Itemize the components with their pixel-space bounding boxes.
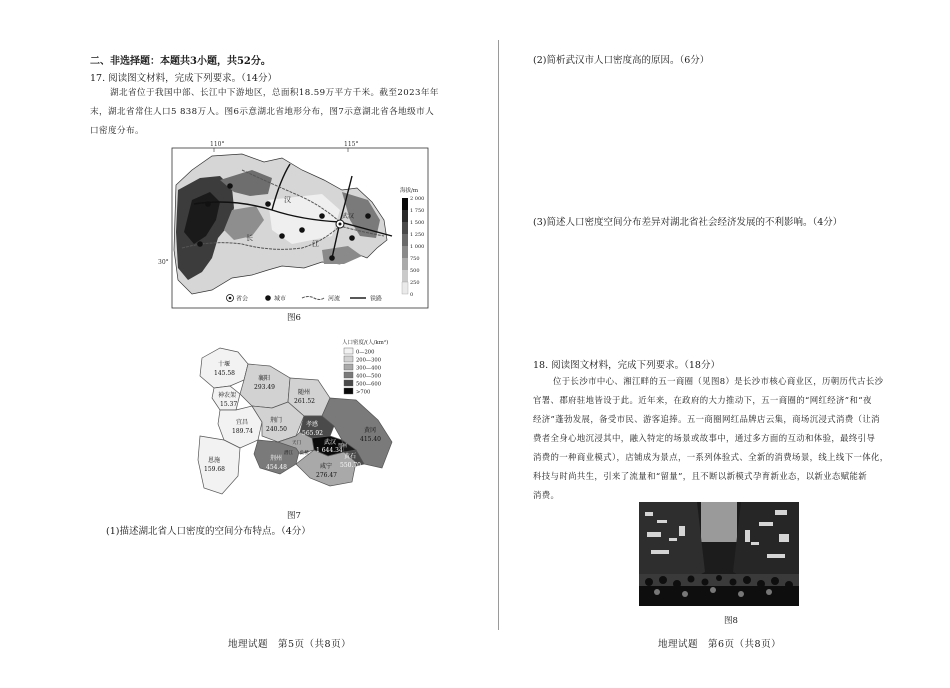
figure-8-photo — [639, 502, 799, 606]
key-label: 城市 — [274, 295, 287, 303]
legend-item: 0—200 — [356, 349, 375, 356]
legend-item: >700 — [356, 389, 371, 396]
region-name: 襄阳 — [258, 375, 271, 382]
q18-para-line: 位于长沙市中心、湘江畔的五一商圈（见图8）是长沙市核心商业区，历朝历代古长沙 — [553, 376, 884, 386]
elevation-tick: 1 750 — [410, 208, 425, 214]
map-label: 江 — [312, 240, 319, 248]
figure-6-terrain-map — [158, 140, 428, 308]
region-enshi — [198, 436, 240, 494]
region-value: 293.49 — [254, 384, 275, 391]
q17-para-line: 末，湖北省常住人口5 838万人。图6示意湖北省地形分布，图7示意湖北省各地级市人 — [90, 107, 435, 117]
city-dot — [349, 235, 355, 241]
q17-part3: (3)简述人口密度空间分布差异对湖北省社会经济发展的不利影响。（4分） — [533, 217, 843, 228]
small-label: 鄂州 — [338, 444, 347, 449]
q18-para-line: 费者全身心地沉浸其中，融入特定的场景或故事中，通过多方面的互动和体验，最终引导 — [533, 433, 876, 443]
city-dot — [319, 213, 325, 219]
q18-para-line: 官署、郡府驻地皆设于此。近年来，在政府的大力推动下，五一商圈的“网红经济”和“夜 — [533, 395, 872, 405]
region-value: 1 644.34 — [316, 447, 343, 454]
legend-item: 400—500 — [356, 373, 381, 380]
q18-paragraph — [533, 372, 945, 505]
city-dot — [279, 233, 285, 239]
q17-part1: (1)描述湖北省人口密度的空间分布特点。（4分） — [106, 526, 311, 537]
region-name: 荆门 — [270, 417, 283, 424]
region-name: 武汉 — [324, 439, 337, 446]
region-value: 415.40 — [360, 436, 381, 443]
map-label: 武汉 — [342, 213, 355, 220]
q18-para-line: 经济”蓬勃发展，备受市民、游客追捧。五一商圈网红品牌店云集，商场沉浸式消费（让消 — [533, 414, 880, 424]
q17-para-line: 口密度分布。 — [90, 126, 144, 136]
map-label: 汉 — [284, 196, 291, 204]
figure-8-caption: 图8 — [724, 616, 738, 626]
region-name: 宜昌 — [236, 419, 249, 426]
region-name: 神农架 — [218, 392, 237, 399]
q17-part2: (2)简析武汉市人口密度高的原因。（6分） — [533, 55, 710, 66]
lon-label: 110° — [210, 141, 225, 148]
elevation-tick: 0 — [410, 292, 414, 298]
key-label: 省会 — [236, 295, 249, 303]
region-name: 十堰 — [218, 361, 231, 368]
key-label: 铁路 — [370, 295, 383, 303]
page-footer-left: 地理试题 第5页（共8页） — [228, 639, 352, 650]
elevation-tick: 2 000 — [410, 196, 425, 202]
q17-stem: 17. 阅读图文材料，完成下列要求。（14分） — [90, 73, 277, 84]
q17-para-line: 湖北省位于我国中部、长江中下游地区，总面积18.59万平方千米。截至2023年年 — [110, 88, 439, 98]
q18-para-line: 科技与时尚共生，引来了流量和“留量”，且不断以新模式孕育新业态，以新业态赋能新 — [533, 471, 868, 481]
city-dot — [329, 255, 335, 261]
small-label: 潜江 — [284, 451, 293, 456]
figure-6-caption: 图6 — [287, 313, 301, 323]
density-legend — [344, 348, 381, 396]
elevation-tick: 1 250 — [410, 232, 425, 238]
region-name: 黄冈 — [364, 427, 377, 434]
q18-stem: 18. 阅读图文材料，完成下列要求。（18分） — [533, 360, 720, 371]
figure-7-caption: 图7 — [287, 511, 301, 521]
figure-7-density-map — [196, 336, 412, 504]
elevation-tick: 1 500 — [410, 220, 425, 226]
region-value: 189.74 — [232, 428, 253, 435]
region-value: 565.92 — [302, 430, 323, 437]
region-value: 550.70 — [340, 462, 361, 469]
region-name: 恩施 — [208, 457, 221, 464]
region-name: 荆州 — [270, 455, 283, 462]
elevation-tick: 750 — [410, 256, 420, 262]
page-footer-right: 地理试题 第6页（共8页） — [658, 639, 782, 650]
region-value: 15.37 — [220, 401, 238, 408]
elevation-tick: 250 — [410, 280, 420, 286]
legend-item: 500—600 — [356, 381, 381, 388]
region-value: 145.58 — [214, 370, 235, 377]
legend-item: 300—400 — [356, 365, 381, 372]
region-value: 261.52 — [294, 398, 315, 405]
region-value: 240.50 — [266, 426, 287, 433]
elevation-tick: 500 — [410, 268, 420, 274]
q18-para-line: 消费。 — [533, 490, 560, 500]
figure-6-key — [224, 292, 394, 304]
elevation-legend-title: 海拔/m — [400, 188, 419, 194]
city-dot — [205, 201, 211, 207]
lat-label: 30° — [158, 259, 169, 266]
city-dot — [197, 241, 203, 247]
map-label: 长 — [246, 234, 253, 242]
region-name: 黄石 — [344, 453, 357, 460]
region-name: 孝感 — [306, 421, 319, 428]
elevation-tick: 1 000 — [410, 244, 425, 250]
lon-label: 115° — [344, 141, 359, 148]
region-shiyan — [200, 348, 248, 388]
region-name: 咸宁 — [320, 463, 333, 470]
small-label: 仙桃 — [300, 451, 309, 456]
legend-item: 200—300 — [356, 357, 381, 364]
city-dot — [299, 227, 305, 233]
density-legend-title: 人口密度/(人/km²) — [342, 340, 389, 346]
q18-para-line: 消费的一种商业模式），店铺成为景点，一系列体验式、全新的消费场景，线上线下一体化， — [533, 452, 889, 462]
city-dot — [227, 183, 233, 189]
city-dot — [265, 201, 271, 207]
region-value: 454.48 — [266, 464, 287, 471]
city-dot — [365, 213, 371, 219]
region-value: 159.68 — [204, 466, 225, 473]
q17-paragraph — [90, 84, 480, 141]
small-label: 天门 — [292, 441, 301, 446]
section-title: 二、非选择题：本题共3小题，共52分。 — [90, 56, 271, 67]
region-name: 随州 — [298, 389, 311, 396]
region-value: 276.47 — [316, 472, 337, 479]
key-label: 河流 — [328, 295, 341, 303]
